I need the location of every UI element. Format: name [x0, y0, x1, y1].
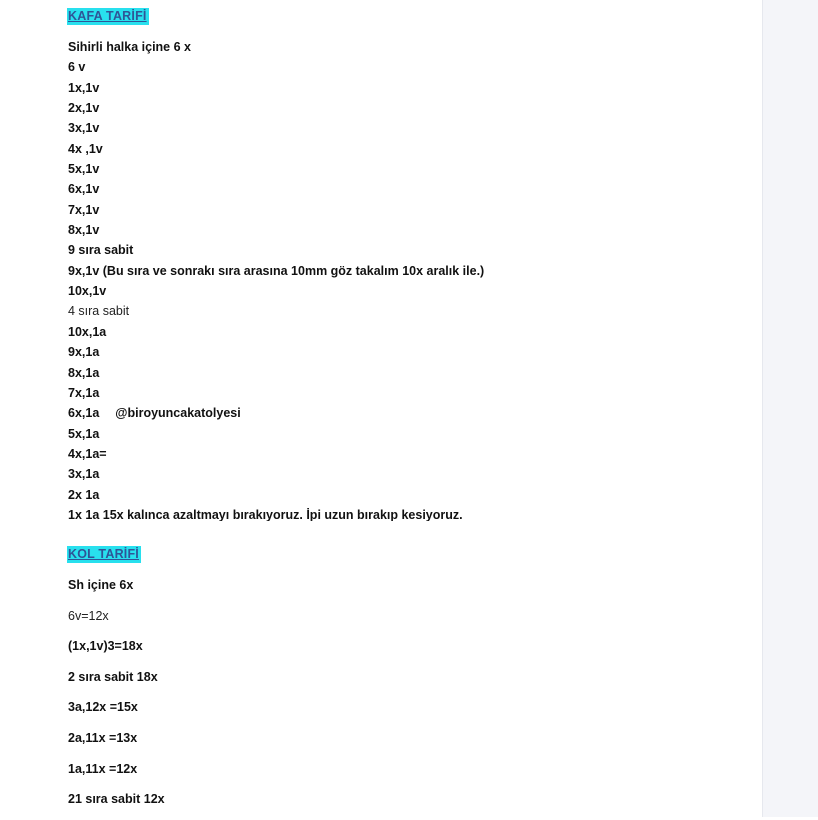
kol-line: 2 sıra sabit 18x: [68, 669, 158, 684]
kol-instructions: [68, 575, 165, 820]
kafa-heading: KAFA TARİFİ: [68, 9, 147, 23]
kol-line: 3a,12x =15x: [68, 700, 138, 715]
kafa-line: 9x,1a: [68, 345, 100, 360]
kol-line: 1a,11x =12x: [68, 761, 138, 776]
kafa-line: 6x,1v: [68, 182, 100, 197]
kafa-line: 2x 1a: [68, 487, 100, 502]
kol-heading: KOL TARİFİ: [68, 547, 139, 561]
kafa-line: 6 v: [68, 60, 86, 75]
kafa-line: 8x,1a: [68, 365, 100, 380]
kafa-line: 9x,1v (Bu sıra ve sonrakı sıra arasına 10mm göz takalım 10x aralık ile.): [68, 263, 485, 278]
kol-line: (1x,1v)3=18x: [68, 639, 143, 654]
kol-line: 2a,11x =13x: [68, 730, 138, 745]
kafa-line: 4x ,1v: [68, 141, 103, 156]
kafa-line: 6x,1a: [68, 406, 100, 421]
kafa-line: 1x 1a 15x kalınca azaltmayı bırakıyoruz. İpi uzun bırakıp kesiyoruz.: [68, 507, 463, 521]
kol-line: Sh içine 6x: [68, 578, 134, 592]
kafa-line: 5x,1v: [68, 162, 100, 177]
kafa-line: 7x,1v: [68, 202, 100, 217]
kafa-instructions: [68, 37, 484, 521]
viewer-gutter: [762, 0, 818, 817]
kafa-line: 4 sıra sabit: [68, 304, 130, 319]
kafa-line: 7x,1a: [68, 385, 100, 400]
kafa-line: 9 sıra sabit: [68, 243, 134, 258]
kafa-line: 3x,1v: [68, 121, 100, 136]
kafa-line: 4x,1a=: [68, 446, 107, 461]
kafa-line: Sihirli halka içine 6 x: [68, 40, 191, 54]
kafa-line: 3x,1a: [68, 467, 100, 482]
kol-line: 21 sıra sabit 12x: [68, 792, 165, 807]
kafa-line: 5x,1a: [68, 426, 100, 441]
kafa-line: 10x,1v: [68, 284, 107, 299]
kol-line: 6v=12x: [68, 608, 109, 623]
kafa-line: 1x,1v: [68, 80, 100, 95]
kafa-line: 10x,1a: [68, 324, 107, 339]
instagram-handle: @biroyuncakatolyesi: [115, 406, 241, 421]
kafa-line: 2x,1v: [68, 101, 100, 116]
kafa-line: 8x,1v: [68, 223, 100, 238]
kafa-line-with-handle: [68, 403, 484, 423]
